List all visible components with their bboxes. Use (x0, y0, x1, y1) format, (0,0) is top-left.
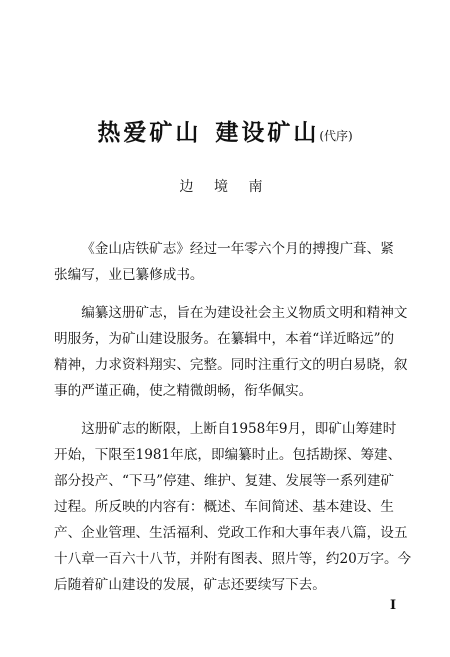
paragraph-line: 张编写，业已纂修成书。 (54, 267, 204, 283)
paragraph-line: 产、企业管理、生活福利、党政工作和大事年表八篇，设五 (54, 525, 408, 541)
paragraph-line: 编纂这册矿志，旨在为建设社会主义物质文明和精神文 (81, 305, 408, 321)
paragraph-line: 《金山店铁矿志》经过一年零六个月的搏搜广葺、紧 (81, 241, 394, 257)
paragraph-line: 十八章一百六十八节，并附有图表、照片等，约20万字。今 (54, 551, 412, 567)
author-name: 边 境 南 (179, 179, 271, 195)
paragraph-line: 精神，力求资料翔实、完整。同时注重行文的明白易晓，叙 (54, 357, 408, 373)
paragraph (54, 300, 414, 404)
paragraph-line: 开始，下限至1981年底，即编纂时止。包括勘探、筹建、 (54, 447, 402, 463)
paragraph-line: 事的严谨正确，使之精微朗畅，衔华佩实。 (54, 383, 313, 399)
paragraph-line: 过程。所反映的内容有：概述、车间简述、基本建设、生 (54, 499, 394, 515)
body-text (54, 236, 414, 610)
paragraph-line: 后随着矿山建设的发展，矿志还要续写下去。 (54, 577, 326, 593)
title-note: (代序) (319, 129, 353, 143)
title-part-1: 热爱矿山 (97, 120, 202, 146)
paragraph (54, 236, 414, 288)
paragraph-line: 明服务，为矿山建设服务。在纂辑中，本着“详近略远”的 (54, 331, 395, 347)
paragraph-line: 这册矿志的断限，上断自1958年9月，即矿山筹建时 (81, 421, 397, 437)
paragraph-line: 部分投产、“下马”停建、维护、复建、发展等一系列建矿 (54, 473, 395, 489)
page-number: I (390, 598, 397, 613)
title-part-2: 建设矿山 (215, 120, 320, 146)
paragraph (54, 416, 414, 598)
page-title (0, 118, 450, 151)
